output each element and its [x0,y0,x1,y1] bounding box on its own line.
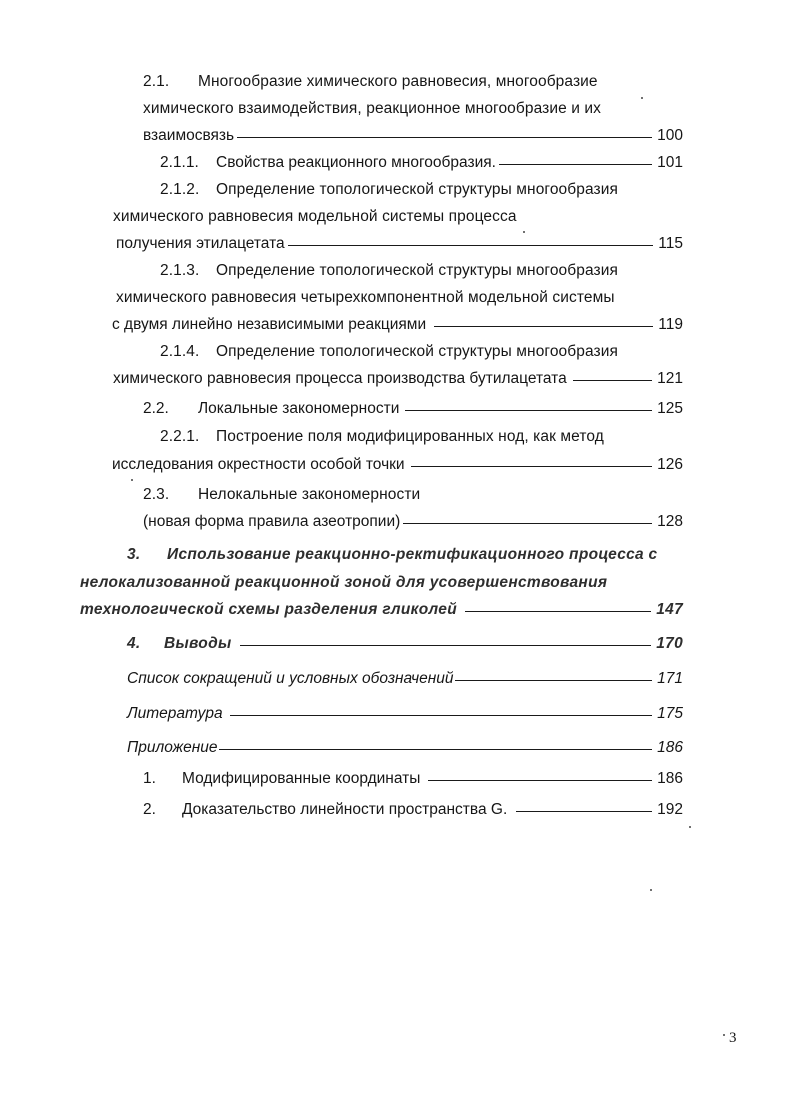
dot-leader [434,326,653,327]
scan-speck [131,479,133,481]
page-ref: 115 [658,235,683,252]
dot-leader [428,780,652,781]
scan-speck [723,1034,725,1036]
toc-2-3-line1: 2.3. Нелокальные закономерности [143,486,421,503]
page-ref: 100 [657,127,683,144]
page-ref: 121 [657,370,683,387]
page-ref: 186 [657,770,683,787]
toc-entry-abbreviations: Список сокращений и условных обозначений 171 [127,670,683,687]
toc-entry-2-3: (новая форма правила азеотропии) 128 [143,513,683,530]
scan-speck [689,826,691,828]
page-ref: 147 [656,601,683,618]
toc-entry-2-2: 2.2. Локальные закономерности 125 [143,400,683,417]
toc-entry-literature: Литература 175 [127,705,683,722]
dot-leader [288,245,654,246]
toc-entry-appendix-2: 2. Доказательство линейности пространства G. 192 [143,801,683,818]
page-ref: 128 [657,513,683,530]
toc-entry-2-1-1: 2.1.1. Свойства реакционного многообразия. 101 [160,154,683,171]
toc-2-1-2-line1: 2.1.2. Определение топологической структуры многообразия [160,181,618,198]
toc-entry-3: технологической схемы разделения гликолей 147 [80,601,683,618]
dot-leader [465,611,651,612]
dot-leader [403,523,652,524]
toc-2-1-2-line2: химического равновесия модельной системы процесса [113,208,517,225]
page-ref: 125 [657,400,683,417]
page-ref: 170 [656,635,683,652]
toc-entry-2-1-3: с двумя линейно независимыми реакциями 119 [112,316,683,333]
toc-2-1-line2: химического взаимодействия, реакционное многообразие и их [143,100,601,117]
toc-2-1-3-line2: химического равновесия четырехкомпонентной модельной системы [116,289,615,306]
dot-leader [237,137,652,138]
page-ref: 186 [657,739,683,756]
dot-leader [230,715,653,716]
toc-2-1-4-line1: 2.1.4. Определение топологической структуры многообразия [160,343,618,360]
toc-entry-2-1-4: химического равновесия процесса производства бутилацетата 121 [113,370,683,387]
toc-3-line2: нелокализованной реакционной зоной для усовершенствования [80,574,608,591]
toc-entry-appendix-1: 1. Модифицированные координаты 186 [143,770,683,787]
toc-entry-2-2-1: исследования окрестности особой точки 126 [112,456,683,473]
dot-leader [455,680,653,681]
dot-leader [240,645,652,646]
toc-entry-2-1: взаимосвязь 100 [143,127,683,144]
toc-entry-4: 4. Выводы 170 [127,635,683,652]
toc-2-1-line1: 2.1. Многообразие химического равновесия, многообразие [143,73,598,90]
page-ref: 175 [657,705,683,722]
dot-leader [219,749,653,750]
dot-leader [573,380,652,381]
dot-leader [499,164,652,165]
toc-entry-2-1-2: получения этилацетата 115 [116,235,683,252]
scan-speck [641,97,643,99]
page-ref: 192 [657,801,683,818]
toc-3-line1: 3. Использование реакционно-ректификационного процесса с [127,546,658,563]
toc-2-1-3-line1: 2.1.3. Определение топологической структуры многообразия [160,262,618,279]
page-ref: 171 [657,670,683,687]
page-ref: 119 [658,316,683,333]
dot-leader [516,811,652,812]
page-ref: 126 [657,456,683,473]
toc-2-2-1-line1: 2.2.1. Построение поля модифицированных нод, как метод [160,428,604,445]
dot-leader [405,410,652,411]
scan-speck [650,889,652,891]
dot-leader [411,466,653,467]
scan-speck [523,231,525,233]
page-ref: 101 [657,154,683,171]
section-number: 2.1. [143,73,170,90]
page-number: 3 [729,1030,737,1046]
toc-entry-appendix: Приложение 186 [127,739,683,756]
